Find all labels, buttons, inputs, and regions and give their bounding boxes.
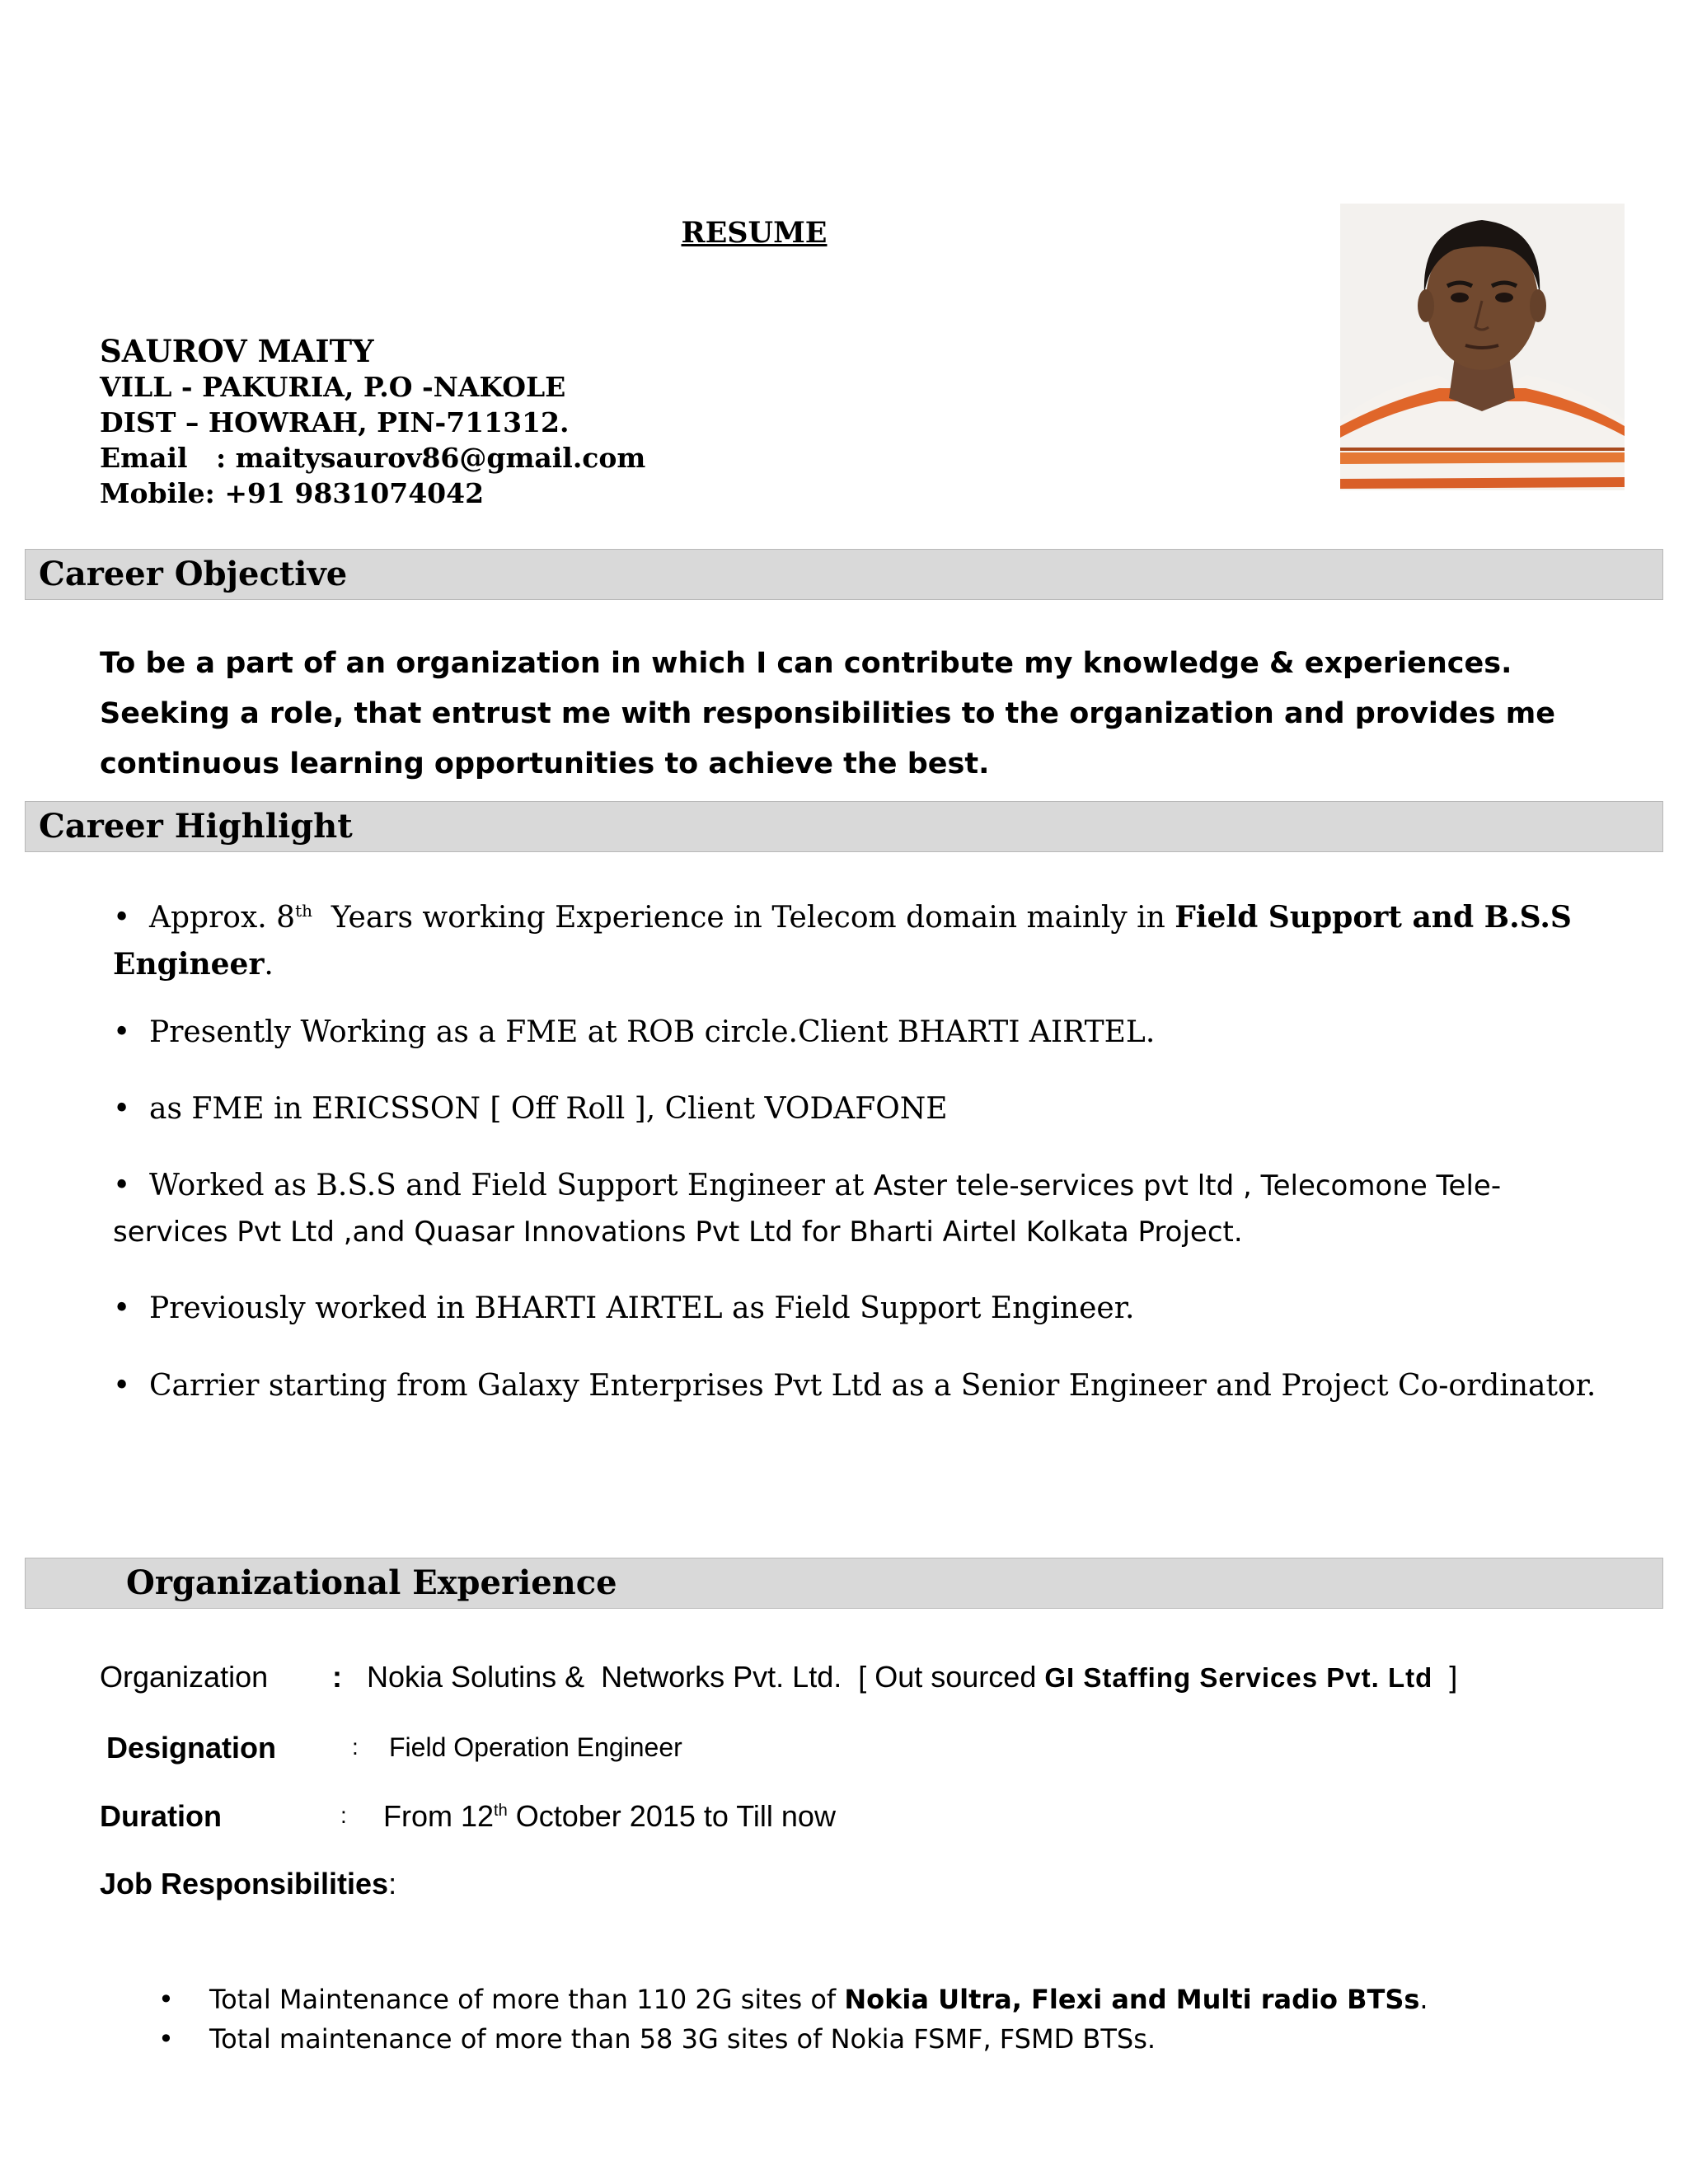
profile-photo: [1340, 204, 1625, 490]
highlight-item: • Previously worked in BHARTI AIRTEL as Field Support Engineer.: [113, 1286, 1597, 1332]
duration-colon: :: [340, 1802, 347, 1828]
organization-colon: :: [332, 1660, 342, 1694]
mobile-line: [100, 476, 645, 511]
address-line-2: DIST – HOWRAH, PIN-711312.: [100, 406, 570, 438]
duration-label: Duration: [100, 1799, 222, 1833]
bullet-icon: •: [113, 901, 131, 935]
highlight-item: • as FME in ERICSSON [ Off Roll ], Client VODAFONE: [113, 1086, 1597, 1132]
address-line-1: VILL - PAKURIA, P.O -NAKOLE: [100, 371, 566, 403]
email-address[interactable]: maitysaurov86@gmail.com: [235, 442, 646, 474]
responsibility-item: • Total maintenance of more than 58 3G sites of Nokia FSMF, FSMD BTSs.: [162, 2019, 1563, 2059]
highlight-item: • Approx. 8th Years working Experience in Telecom domain mainly in Field Support and B.S.S Engineer.: [113, 888, 1597, 988]
career-objective-text: To be a part of an organization in which I can contribute my knowledge & experiences. Seeking a role, that entrust me with responsibilities to the organization and provides me continuous learning opportunities to achieve the best.: [100, 647, 1555, 780]
bullet-icon: •: [113, 1015, 131, 1049]
email-line: [100, 440, 645, 476]
email-label: Email :: [100, 442, 236, 474]
mobile-label: Mobile:: [100, 477, 225, 509]
highlight-item: • Presently Working as a FME at ROB circle.Client BHARTI AIRTEL.: [113, 1010, 1597, 1056]
responsibility-item: • Total Maintenance of more than 110 2G sites of Nokia Ultra, Flexi and Multi radio BTSs.: [162, 1980, 1563, 2019]
contact-block: [100, 334, 645, 511]
designation-row: [106, 1731, 682, 1765]
section-career-objective: Career Objective: [25, 549, 1663, 600]
bullet-icon: •: [113, 1092, 131, 1126]
organization-value: Nokia Solutins & Networks Pvt. Ltd. [ Out sourced GI Staffing Services Pvt. Ltd ]: [367, 1660, 1458, 1694]
organization-row: [100, 1660, 1458, 1694]
duration-row: [100, 1799, 836, 1834]
job-responsibilities-heading: Job Responsibilities:: [100, 1867, 397, 1900]
designation-label: Designation: [106, 1731, 277, 1765]
bullet-icon: •: [113, 1291, 131, 1325]
bullet-icon: •: [113, 1169, 131, 1202]
highlight-item: • Worked as B.S.S and Field Support Engineer at Aster tele-services pvt ltd , Telecomone Tele-services Pvt Ltd ,and Quasar Innovations Pvt Ltd for Bharti Airtel Kolkata Project.: [113, 1163, 1597, 1255]
duration-value: From 12th October 2015 to Till now: [383, 1799, 836, 1833]
bullet-icon: •: [158, 2023, 174, 2055]
bullet-icon: •: [158, 1984, 174, 2015]
resume-title: RESUME: [681, 216, 828, 250]
designation-value: Field Operation Engineer: [389, 1732, 682, 1762]
organization-label: Organization: [100, 1660, 269, 1694]
section-career-highlight: Career Highlight: [25, 801, 1663, 852]
section-organizational-experience: Organizational Experience: [25, 1558, 1663, 1609]
highlight-item: • Carrier starting from Galaxy Enterprises Pvt Ltd as a Senior Engineer and Project Co-ordinator.: [113, 1363, 1597, 1409]
candidate-name: SAUROV MAITY: [100, 333, 374, 369]
bullet-icon: •: [113, 1369, 131, 1403]
designation-colon: :: [352, 1734, 359, 1760]
mobile-number: +91 9831074042: [224, 477, 485, 509]
